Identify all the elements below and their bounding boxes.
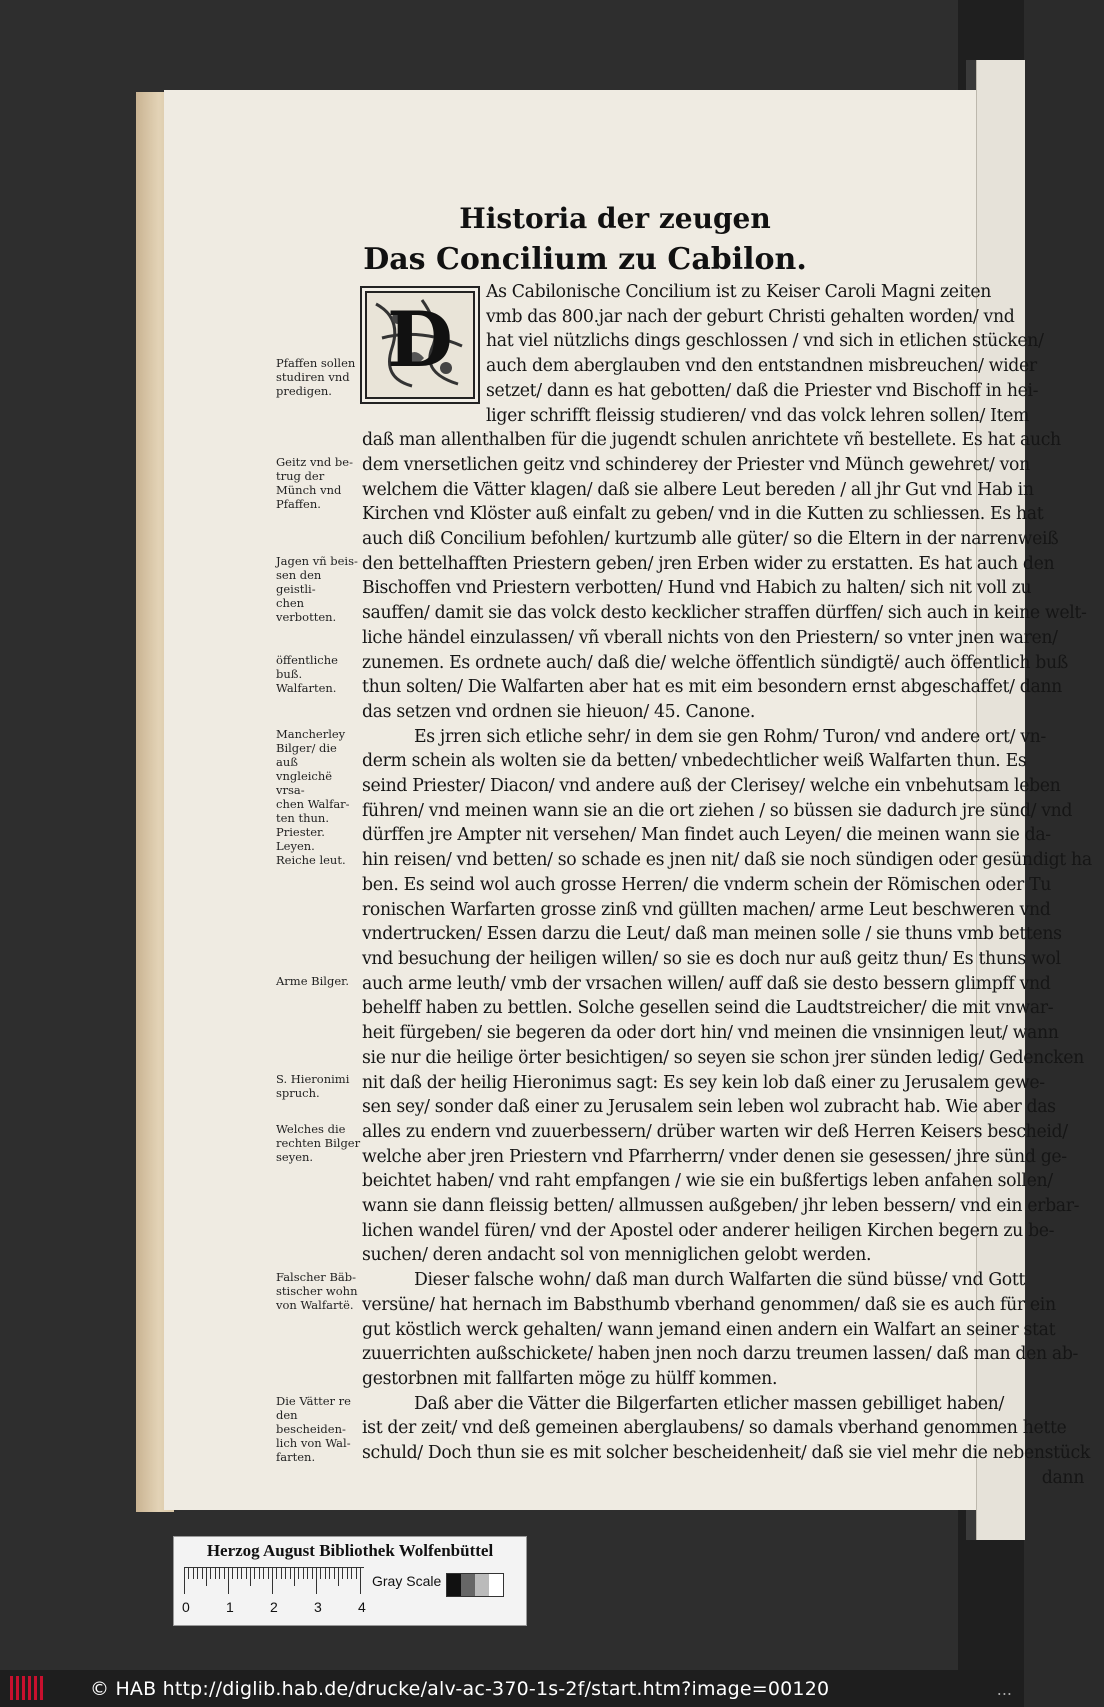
text-line: As Cabilonische Concilium ist zu Keiser Caroli Magni zeiten xyxy=(486,282,992,302)
ruler-tick xyxy=(228,1568,229,1594)
text-line: alles zu endern vnd zuuerbessern/ drüber warten wir deß Herren Keisers bescheid/ xyxy=(362,1121,1068,1142)
text-line: suchen/ deren andacht sol von menniglichen gelobt werden. xyxy=(362,1245,872,1266)
text-line: ist der zeit/ vnd deß gemeinen aberglaubens/ so damals vberhand genommen hette xyxy=(362,1418,1067,1439)
margin-note: Welches die rechten Bilger seyen. xyxy=(276,1121,361,1164)
text-line: thun solten/ Die Walfarten aber hat es mit eim besondern ernst abgeschaffet/ dann xyxy=(362,677,1062,698)
ruler-tick xyxy=(298,1568,299,1579)
viewer-footer xyxy=(0,1670,1024,1707)
ruler-tick xyxy=(285,1568,286,1579)
text-line: dann xyxy=(1041,1467,1084,1488)
ruler-tick xyxy=(325,1568,326,1579)
text-line: setzet/ dann es hat gebotten/ daß die Priester vnd Bischoff in hei- xyxy=(486,380,1039,401)
ruler-tick xyxy=(360,1568,361,1594)
text-line: ronischen Warfarten grosse zinß vnd güllten machen/ arme Leut beschweren vnd xyxy=(362,899,1051,920)
text-line: auch diß Concilium befohlen/ kurtzumb alle güter/ so die Eltern in der narrenweiß xyxy=(362,529,1059,550)
text-line: beichtet haben/ vnd raht empfangen / wie sie ein bußfertigs leben anfahen sollen/ xyxy=(362,1171,1053,1192)
main-text-block xyxy=(362,280,1104,1490)
text-line: derm schein als wolten sie da betten/ vnbedechtlicher weiß Walfarten thun. Es xyxy=(362,751,1027,772)
measurement-ruler xyxy=(184,1567,364,1598)
ruler-tick xyxy=(342,1568,343,1579)
ruler-tick xyxy=(268,1568,269,1579)
text-line: wann sie dann fleissig betten/ allmussen außgeben/ jhr leben bessern/ vnd ein erbar- xyxy=(362,1196,1080,1217)
chapter-title: Das Concilium zu Cabilon. xyxy=(363,242,807,277)
gray-scale-swatch xyxy=(446,1573,504,1597)
text-line: nit daß der heilig Hieronimus sagt: Es sey kein lob daß einer zu Jerusalem gewe- xyxy=(362,1072,1045,1093)
margin-note: S. Hieronimi spruch. xyxy=(276,1072,350,1101)
ruler-tick xyxy=(237,1568,238,1579)
ruler-tick xyxy=(338,1568,339,1586)
text-line: seind Priester/ Diacon/ vnd andere auß der Clerisey/ welche ein vnbehutsam leben xyxy=(362,776,1061,797)
text-line: liger schrifft fleissig studieren/ vnd das volck lehren sollen/ Item xyxy=(486,405,1030,426)
text-line: auch arme leuth/ vmb der vrsachen willen/ auff daß sie desto bessern glimpff vnd xyxy=(362,973,1051,994)
text-line: vnd besuchung der heiligen willen/ so sie es doch nur auß geitz thun/ Es thuns wol xyxy=(362,948,1061,969)
ruler-number: 4 xyxy=(358,1599,366,1615)
ruler-tick xyxy=(276,1568,277,1579)
ruler-tick xyxy=(294,1568,295,1586)
gray-scale-label: Gray Scale xyxy=(372,1573,442,1589)
text-line: Bischoffen vnd Priestern verbotten/ Hund vnd Habich zu halten/ sich nit voll zu xyxy=(362,578,1032,599)
text-line: gestorbnen mit fallfarten möge zu hülff kommen. xyxy=(362,1368,778,1389)
margin-note: Mancherley Bilger/ die auß vngleichë vrsa- chen Walfar- ten thun. Priester. Leyen. Reiche leut. xyxy=(276,726,350,867)
text-line: führen/ vnd meinen wann sie an die ort ziehen / so büssen sie dadurch jre sünd/ vnd xyxy=(362,800,1073,821)
ruler-tick xyxy=(329,1568,330,1579)
text-line: behelff haben zu bettlen. Solche gesellen seind die Laudtstreicher/ die mit vnwar- xyxy=(362,998,1054,1019)
ruler-tick xyxy=(356,1568,357,1579)
text-line: Es jrren sich etliche sehr/ in dem sie gen Rohm/ Turon/ vnd andere ort/ vn- xyxy=(414,726,1046,747)
ruler-tick xyxy=(197,1568,198,1579)
text-line: welche aber jren Priestern vnd Pfarrherrn/ vnder denen sie gesessen/ jhre sünd ge- xyxy=(362,1146,1067,1167)
text-line: versüne/ hat hernach im Babsthumb vberhand genommen/ daß sie es auch für ein xyxy=(362,1294,1056,1315)
svg-text:D: D xyxy=(387,295,453,384)
text-line: Daß aber die Vätter die Bilgerfarten etlicher massen gebilliget haben/ xyxy=(414,1393,1004,1414)
ruler-tick xyxy=(219,1568,220,1579)
book-page xyxy=(164,90,1092,1510)
ruler-tick xyxy=(347,1568,348,1579)
ruler-tick xyxy=(272,1568,273,1594)
library-name: Herzog August Bibliothek Wolfenbüttel xyxy=(206,1541,494,1560)
ruler-tick xyxy=(210,1568,211,1579)
ruler-tick xyxy=(281,1568,282,1579)
hab-logo-icon xyxy=(10,1676,46,1700)
text-line: Dieser falsche wohn/ daß man durch Walfarten die sünd büsse/ vnd Gott xyxy=(414,1270,1026,1291)
ruler-tick xyxy=(206,1568,207,1586)
margin-note: Arme Bilger. xyxy=(276,973,350,988)
ruler-labels xyxy=(182,1599,382,1619)
text-line: schuld/ Doch thun sie es mit solcher bescheidenheit/ daß sie viel mehr die nebenstück xyxy=(362,1443,1091,1464)
ruler-tick xyxy=(254,1568,255,1579)
text-line: Kirchen vnd Klöster auß einfalt zu geben/ vnd in die Kutten zu schliessen. Es hat xyxy=(362,504,1044,525)
color-scale-card xyxy=(173,1536,527,1626)
more-options-icon[interactable]: ... xyxy=(996,1680,1012,1699)
ruler-tick xyxy=(263,1568,264,1579)
text-line: das setzen vnd ordnen sie hieuon/ 45. Canone. xyxy=(362,701,755,722)
ruler-tick xyxy=(351,1568,352,1579)
text-line: auch dem aberglauben vnd den entstandnen misbreuchen/ wider xyxy=(486,356,1037,377)
text-line: hat viel nützlichs dings geschlossen / vnd sich in etlichen stücken/ xyxy=(486,331,1044,352)
text-line: welchem die Vätter klagen/ daß sie albere Leut bereden / all jhr Gut vnd Hab in xyxy=(362,479,1034,500)
ruler-tick xyxy=(312,1568,313,1579)
ruler-number: 3 xyxy=(314,1599,322,1615)
margin-note: Falscher Bäb- stischer wohn von Walfartë. xyxy=(276,1270,358,1312)
ruler-tick xyxy=(232,1568,233,1579)
ruler-tick xyxy=(316,1568,317,1594)
copyright-url[interactable]: © HAB http://diglib.hab.de/drucke/alv-ac-370-1s-2f/start.htm?image=00120 xyxy=(90,1678,830,1700)
text-line: daß man allenthalben für die jugendt schulen anrichtete vñ bestellete. Es hat auch xyxy=(362,430,1061,451)
text-line: den bettelhafften Priestern geben/ jren Erben wider zu erstatten. Es hat auch den xyxy=(362,553,1055,574)
text-line: hin reisen/ vnd betten/ so schade es jnen nit/ daß sie noch sündigen oder gesündigt ha xyxy=(362,850,1092,871)
margin-note: Die Vätter re den bescheiden- lich von Wal- farten. xyxy=(276,1393,351,1464)
ruler-tick xyxy=(202,1568,203,1579)
ruler-tick xyxy=(334,1568,335,1579)
text-line: sauffen/ damit sie das volck desto kecklicher straffen dürffen/ sich auch in keine welt- xyxy=(362,603,1087,624)
text-line: zunemen. Es ordnete auch/ daß die/ welche öffentlich sündigtë/ auch öffentlich buß xyxy=(362,652,1068,673)
margin-note: Geitz vnd be- trug der Münch vnd Pfaffen. xyxy=(276,454,353,511)
ruler-tick xyxy=(290,1568,291,1579)
text-line: vmb das 800.jar nach der geburt Christi gehalten worden/ vnd xyxy=(486,306,1015,327)
ruler-tick xyxy=(320,1568,321,1579)
text-line: dürffen jre Ampter nit versehen/ Man findet auch Leyen/ die meinen wann sie da- xyxy=(362,825,1051,846)
text-line: gut köstlich werck gehalten/ wann jemand einen andern ein Walfart an seiner stat xyxy=(362,1319,1056,1340)
ruler-tick xyxy=(303,1568,304,1579)
running-title: Historia der zeugen xyxy=(459,202,771,235)
text-line: liche händel einzulassen/ vñ vberall nichts von den Priestern/ so vnter jnen waren/ xyxy=(362,627,1058,648)
ruler-tick xyxy=(307,1568,308,1579)
text-line: sen sey/ sonder daß einer zu Jerusalem sein leben wol zubracht hab. Wie aber das xyxy=(362,1097,1056,1118)
margin-note: öffentliche buß. Walfarten. xyxy=(276,652,338,695)
ruler-tick xyxy=(259,1568,260,1579)
ruler-number: 1 xyxy=(226,1599,234,1615)
ruler-tick xyxy=(241,1568,242,1579)
text-line: lichen wandel füren/ vnd der Apostel oder anderer heiligen Kirchen begern zu be- xyxy=(362,1220,1055,1241)
text-line: zuuerrichten außschickete/ haben jnen noch darzu treumen lassen/ daß man den ab- xyxy=(362,1344,1079,1365)
ruler-number: 2 xyxy=(270,1599,278,1615)
ruler-tick xyxy=(184,1568,185,1594)
ruler-tick xyxy=(193,1568,194,1579)
ruler-tick xyxy=(215,1568,216,1579)
ruler-tick xyxy=(246,1568,247,1579)
text-line: sie nur die heilige örter besichtigen/ so seyen sie schon jrer sünden ledig/ Gedencken xyxy=(362,1047,1084,1068)
text-line: dem vnersetlichen geitz vnd schinderey der Priester vnd Münch gewehret/ von xyxy=(362,454,1030,475)
ruler-tick xyxy=(188,1568,189,1579)
text-line: heit fürgeben/ sie begeren da oder dort hin/ vnd meinen die vnsinnigen leut/ wann xyxy=(362,1023,1059,1044)
text-line: ben. Es seind wol auch grosse Herren/ die vnderm schein der Römischen oder Tu xyxy=(362,874,1052,895)
ruler-tick xyxy=(250,1568,251,1586)
text-line: vndertrucken/ Essen darzu die Leut/ daß man meinen solle / sie thuns vmb bettens xyxy=(362,924,1062,945)
margin-note: Pfaffen sollen studiren vnd predigen. xyxy=(276,356,356,399)
margin-note: Jagen vñ beis- sen den geistli- chen verbotten. xyxy=(276,553,358,624)
ruler-number: 0 xyxy=(182,1599,190,1615)
ruler-tick xyxy=(224,1568,225,1579)
